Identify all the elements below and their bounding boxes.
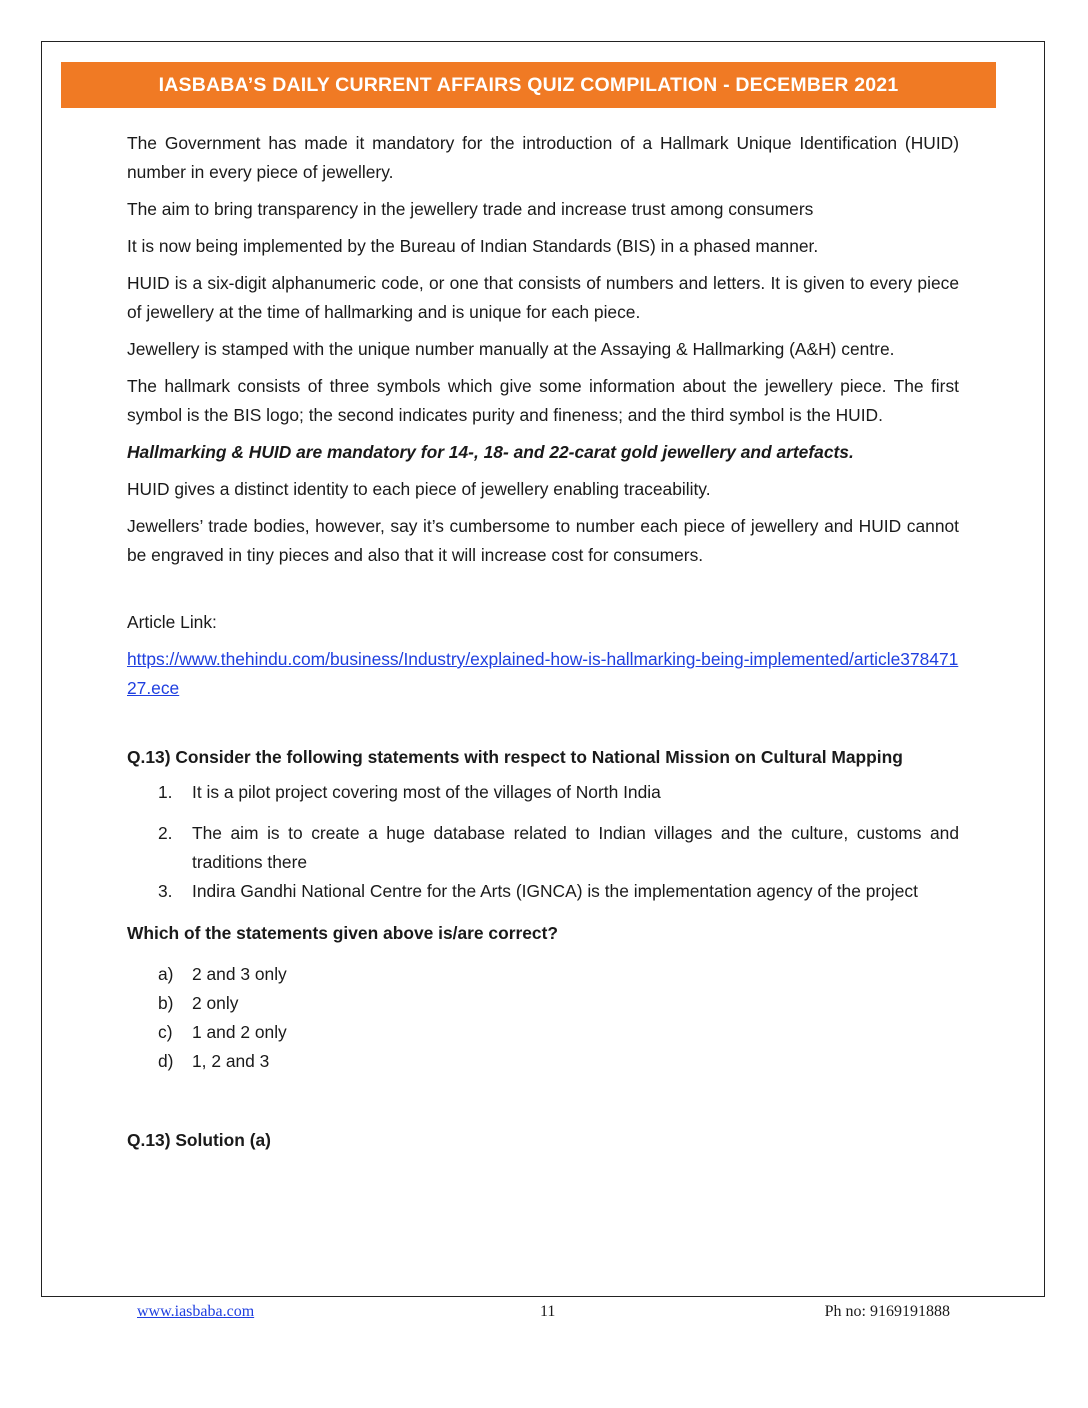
- paragraph-bis: It is now being implemented by the Bureau of Indian Standards (BIS) in a phased manner.: [127, 236, 819, 256]
- option-letter: a): [158, 964, 174, 984]
- question-title: Q.13) Consider the following statements with respect to National Mission on Cultural Mapping: [127, 747, 903, 767]
- article-link[interactable]: https://www.thehindu.com/business/Industry/explained-how-is-hallmarking-being-implemented/article37847127.ece: [127, 649, 959, 698]
- paragraph-traceability: HUID gives a distinct identity to each piece of jewellery enabling traceability.: [127, 479, 711, 499]
- option-letter: b): [158, 993, 174, 1013]
- page-footer: [137, 1303, 950, 1327]
- option-list: [127, 960, 959, 1076]
- question-ask: Which of the statements given above is/are correct?: [127, 923, 559, 943]
- option-item: [127, 960, 959, 989]
- statement-text: It is a pilot project covering most of the villages of North India: [192, 782, 661, 802]
- footer-phone: Ph no: 9169191888: [824, 1303, 950, 1320]
- statement-list: [127, 778, 959, 906]
- option-letter: d): [158, 1051, 174, 1071]
- article-link-wrapper: [127, 645, 959, 703]
- statement-text: Indira Gandhi National Centre for the Arts (IGNCA) is the implementation agency of the project: [192, 881, 918, 901]
- paragraph-stamping: Jewellery is stamped with the unique number manually at the Assaying & Hallmarking (A&H) centre.: [127, 339, 895, 359]
- option-text: 1, 2 and 3: [192, 1051, 270, 1071]
- statement-item: [127, 819, 959, 877]
- statement-number: 2.: [158, 823, 173, 843]
- statement-number: 3.: [158, 881, 173, 901]
- paragraph-aim: The aim to bring transparency in the jewellery trade and increase trust among consumers: [127, 199, 814, 219]
- statement-text: The aim is to create a huge database related to Indian villages and the culture, customs and traditions there: [192, 823, 959, 872]
- document-body: [127, 129, 959, 1155]
- option-text: 2 only: [192, 993, 239, 1013]
- page-number: 11: [540, 1303, 556, 1320]
- footer-site-link[interactable]: www.iasbaba.com: [137, 1303, 255, 1320]
- article-link-label: Article Link:: [127, 612, 217, 632]
- option-item: [127, 1018, 959, 1047]
- option-text: 1 and 2 only: [192, 1022, 287, 1042]
- header-banner: [61, 62, 996, 108]
- statement-number: 1.: [158, 782, 173, 802]
- option-item: [127, 989, 959, 1018]
- statement-item: [127, 877, 959, 906]
- paragraph-trade-bodies: Jewellers’ trade bodies, however, say it’s cumbersome to number each piece of jewellery and HUID cannot be engraved in tiny pieces and also that it will increase cost for consumers.: [127, 516, 959, 565]
- option-item: [127, 1047, 959, 1076]
- paragraph-huid-mandatory: The Government has made it mandatory for the introduction of a Hallmark Unique Identification (HUID) number in every piece of jewellery.: [127, 133, 959, 182]
- paragraph-symbols: The hallmark consists of three symbols which give some information about the jewellery piece. The first symbol is the BIS logo; the second indicates purity and fineness; and the third symbol is the HUID.: [127, 376, 959, 425]
- paragraph-huid-code: HUID is a six-digit alphanumeric code, or one that consists of numbers and letters. It is given to every piece of jewellery at the time of hallmarking and is unique for each piece.: [127, 273, 959, 322]
- statement-item: [127, 778, 959, 807]
- header-title: IASBABA’S DAILY CURRENT AFFAIRS QUIZ COMPILATION - DECEMBER 2021: [158, 73, 899, 96]
- solution-heading: Q.13) Solution (a): [127, 1130, 271, 1150]
- paragraph-mandatory-carat: Hallmarking & HUID are mandatory for 14-, 18- and 22-carat gold jewellery and artefacts.: [127, 442, 854, 462]
- option-letter: c): [158, 1022, 173, 1042]
- option-text: 2 and 3 only: [192, 964, 287, 984]
